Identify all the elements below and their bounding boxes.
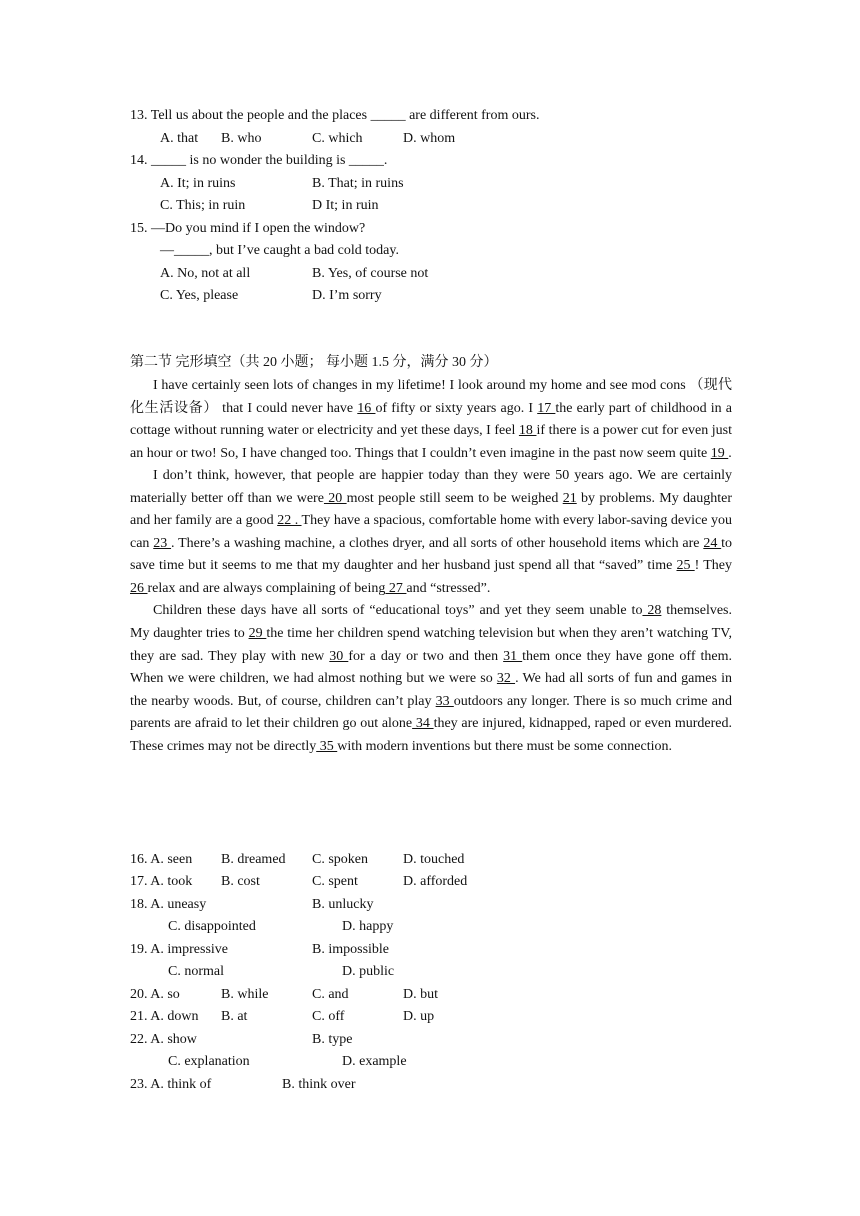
- option-d: D. whom: [403, 131, 456, 146]
- blank-25: 25: [676, 558, 695, 574]
- answer-23-a: 23. A. think of: [130, 1077, 212, 1092]
- question-13-stem: 13. Tell us about the people and the places _____ are different from ours.: [130, 108, 540, 123]
- answer-row-17: [130, 873, 580, 891]
- answer-row-23: [130, 1076, 580, 1094]
- answer-row-22-cont: [168, 1053, 588, 1071]
- blank-16: 16: [357, 400, 376, 416]
- answer-19-d: D. public: [342, 964, 395, 979]
- option-b: B. That; in ruins: [312, 176, 404, 191]
- blank-29: 29: [248, 626, 267, 642]
- answer-21-d: D. up: [403, 1009, 435, 1024]
- question-15-stem: 15. —Do you mind if I open the window?: [130, 221, 366, 236]
- blank-20: 20: [323, 490, 347, 506]
- blank-17: 17: [537, 400, 556, 416]
- cloze-passage: [130, 375, 732, 758]
- option-c: C. This; in ruin: [160, 198, 246, 213]
- answer-row-19-cont: [168, 963, 588, 981]
- answer-16-c: C. spoken: [312, 852, 368, 867]
- answer-17-c: C. spent: [312, 874, 358, 889]
- answer-row-18: [130, 896, 580, 914]
- answer-row-18-cont: [168, 918, 588, 936]
- answer-17-a: 17. A. took: [130, 874, 193, 889]
- answer-18-b: B. unlucky: [312, 897, 374, 912]
- question-14-options-row1: [160, 175, 560, 193]
- answer-17-b: B. cost: [221, 874, 260, 889]
- question-15-options-row1: [160, 265, 560, 283]
- blank-32: 32: [496, 671, 516, 687]
- answer-18-c: C. disappointed: [168, 919, 256, 934]
- answer-20-d: D. but: [403, 987, 438, 1002]
- answer-21-a: 21. A. down: [130, 1009, 199, 1024]
- option-a: A. No, not at all: [160, 266, 251, 281]
- answer-19-b: B. impossible: [312, 942, 390, 957]
- question-15-options-row2: [160, 287, 560, 305]
- blank-22: 22 .: [277, 513, 302, 529]
- blank-30: 30: [329, 648, 349, 664]
- blank-33: 33: [435, 693, 454, 709]
- blank-21: 21: [562, 490, 577, 506]
- option-a: A. that: [160, 131, 199, 146]
- answer-19-c: C. normal: [168, 964, 224, 979]
- answer-23-b: B. think over: [282, 1077, 356, 1092]
- question-15-reply: —_____, but I’ve caught a bad cold today.: [160, 243, 399, 258]
- answer-19-a: 19. A. impressive: [130, 942, 228, 957]
- blank-24: 24: [703, 535, 722, 551]
- answer-21-b: B. at: [221, 1009, 248, 1024]
- question-13-options: [160, 130, 560, 148]
- answer-16-a: 16. A. seen: [130, 852, 193, 867]
- question-14-options-row2: [160, 197, 560, 215]
- blank-18: 18: [518, 423, 537, 439]
- option-c: C. which: [312, 131, 363, 146]
- option-b: B. Yes, of course not: [312, 266, 429, 281]
- answer-18-d: D. happy: [342, 919, 394, 934]
- answer-row-22: [130, 1031, 580, 1049]
- section-heading: 第二节 完形填空（共 20 小题； 每小题 1.5 分，满分 30 分）: [130, 355, 498, 370]
- answer-16-b: B. dreamed: [221, 852, 286, 867]
- passage-paragraph-1: I have certainly seen lots of changes in my lifetime! I look around my home and see mod cons （现代化生活设备） that I could never have 16 of fifty or sixty years ago. I 17 the early part of childhood in a cottage without running water or electricity and yet these days, I feel 18 if there is a power cut for even just an hour or two! So, I have changed too. Things that I couldn’t even imagine in the past now seem quite 19 .: [130, 378, 733, 461]
- blank-28: 28: [642, 603, 662, 619]
- blank-23: 23: [153, 535, 172, 551]
- option-a: A. It; in ruins: [160, 176, 236, 191]
- answer-row-21: [130, 1008, 580, 1026]
- answer-row-19: [130, 941, 580, 959]
- blank-26: 26: [130, 580, 148, 596]
- option-b: B. who: [221, 131, 262, 146]
- option-c: C. Yes, please: [160, 288, 239, 303]
- blank-27: 27: [385, 580, 407, 596]
- answer-row-16: [130, 851, 580, 869]
- answer-20-a: 20. A. so: [130, 987, 180, 1002]
- answer-17-d: D. afforded: [403, 874, 468, 889]
- passage-paragraph-3: Children these days have all sorts of “educational toys” and yet they seem unable to 28 themselves. My daughter tries to 29 the time her children spend watching television but when they aren’t watching TV, they are sad. They play with new 30 for a day or two and then 31 them once they have gone off them. When we were children, we had almost nothing but we were so 32 . We had all sorts of fun and games in the nearby woods. But, of course, children can’t play 33 outdoors any longer. There is so much crime and parents are afraid to let their children go out alone 34 they are injured, kidnapped, raped or even murdered. These crimes may not be directly 35 with modern inventions but there must be some connection.: [130, 603, 733, 754]
- passage-paragraph-2: I don’t think, however, that people are happier today than they were 50 years ago. We are certainly materially better off than we were 20 most people still seem to be weighed 21 by problems. My daughter and her family are a good 22 . They have a spacious, comfortable home with every labor-saving device you can 23 . There’s a washing machine, a clothes dryer, and all sorts of other household items which are 24 to save time but it seems to me that my daughter and her husband just spend all that “saved” time 25 ! They 26 relax and are always complaining of being 27 and “stressed”.: [130, 468, 733, 596]
- question-14-stem: 14. _____ is no wonder the building is _____.: [130, 153, 388, 168]
- blank-35: 35: [316, 738, 338, 754]
- answer-22-a: 22. A. show: [130, 1032, 197, 1047]
- blank-31: 31: [503, 648, 523, 664]
- option-d: D It; in ruin: [312, 198, 379, 213]
- answer-22-c: C. explanation: [168, 1054, 250, 1069]
- option-d: D. I’m sorry: [312, 288, 382, 303]
- answer-22-b: B. type: [312, 1032, 353, 1047]
- blank-34: 34: [412, 716, 434, 732]
- answer-18-a: 18. A. uneasy: [130, 897, 207, 912]
- answer-20-c: C. and: [312, 987, 349, 1002]
- answer-22-d: D. example: [342, 1054, 407, 1069]
- blank-19: 19: [710, 445, 729, 461]
- answer-20-b: B. while: [221, 987, 269, 1002]
- answer-16-d: D. touched: [403, 852, 465, 867]
- answer-21-c: C. off: [312, 1009, 345, 1024]
- answer-row-20: [130, 986, 580, 1004]
